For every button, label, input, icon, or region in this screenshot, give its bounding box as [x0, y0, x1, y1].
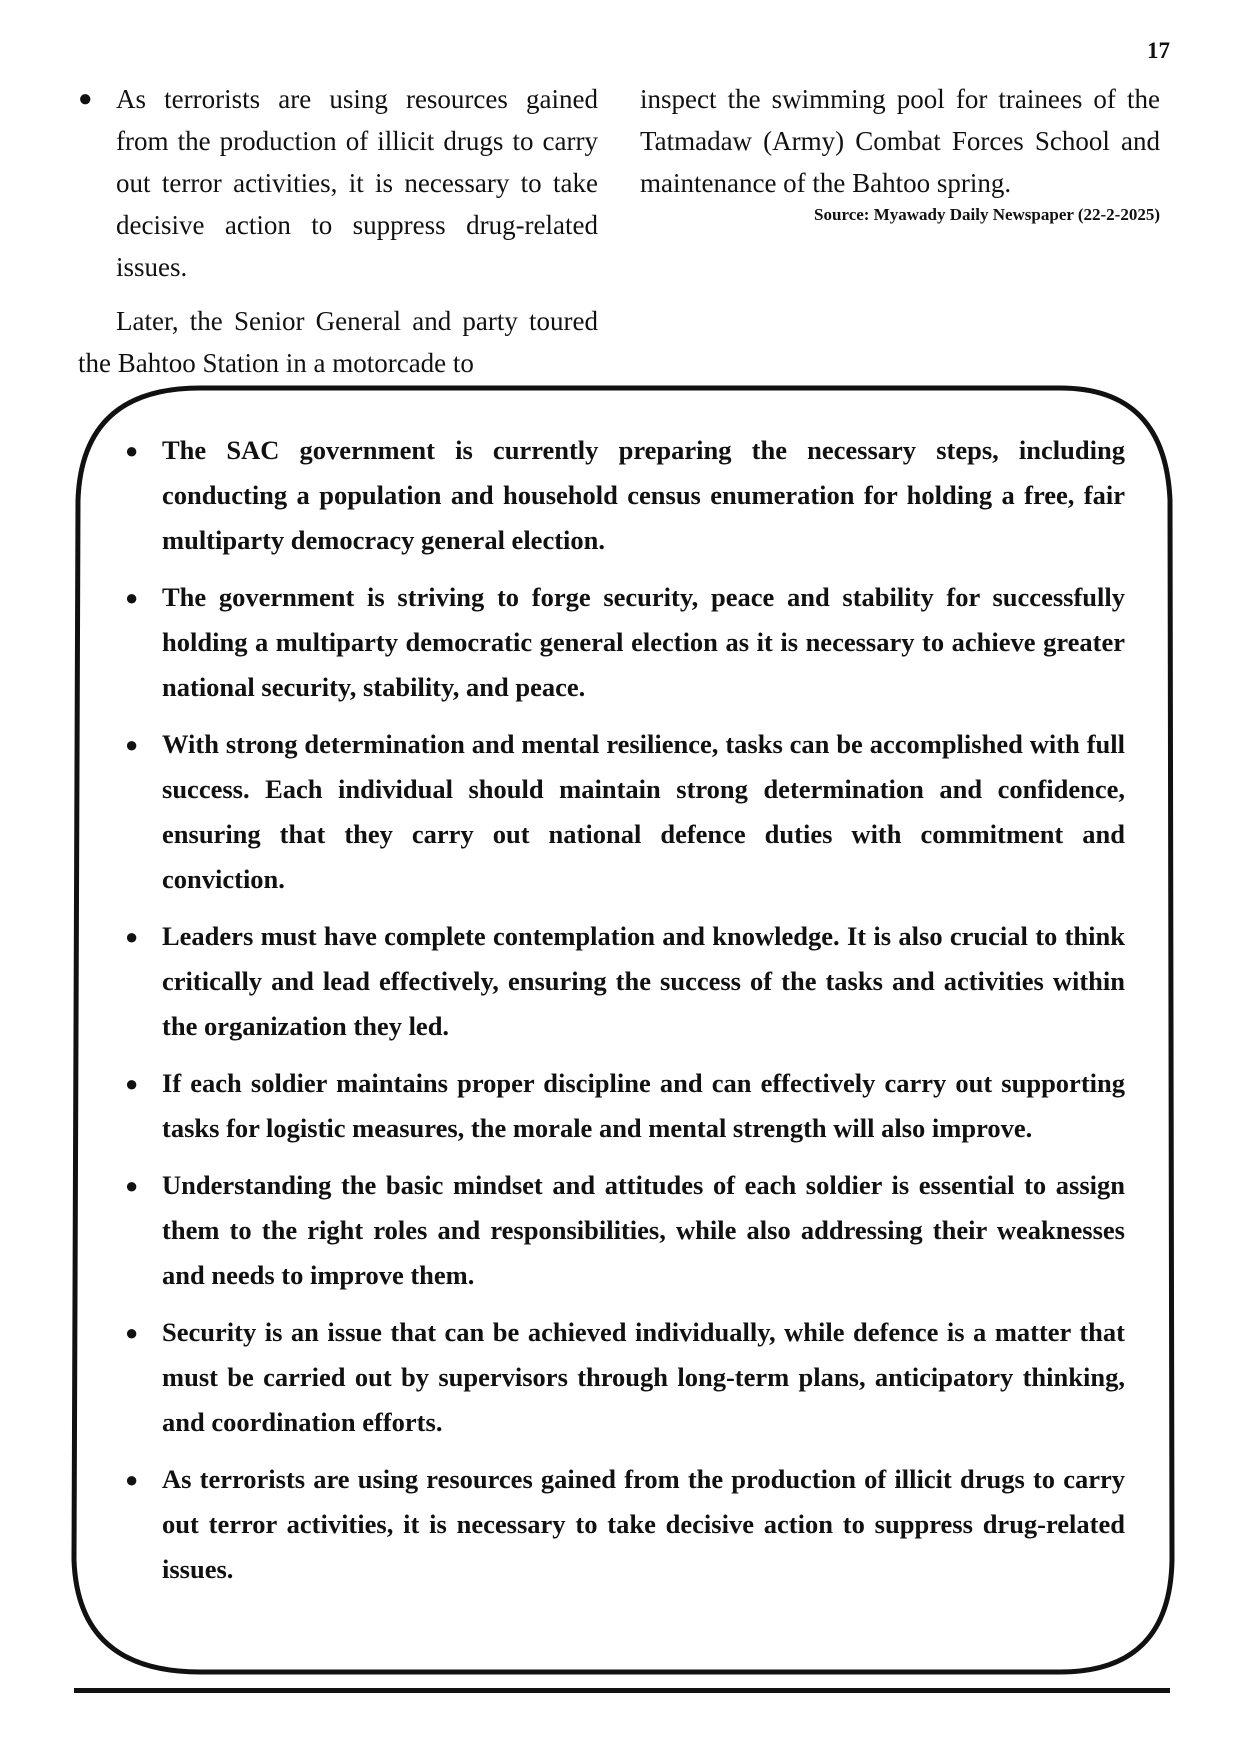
bullet-icon: ●: [125, 438, 139, 463]
left-bullet-text: As terrorists are using resources gained from the production of illicit drugs to carry out terror activities, it is necessary to take decisive action to suppress drug-related issues.: [116, 84, 598, 282]
key-point-text: The SAC government is currently preparing the necessary steps, including conducting a population and household census enumeration for holding a free, fair multiparty democracy general election.: [162, 435, 1125, 555]
bullet-icon: ●: [125, 924, 139, 949]
bullet-icon: ●: [125, 732, 139, 757]
key-point-text: The government is striving to forge security, peace and stability for successfully holding a multiparty democratic general election as it is necessary to achieve greater national security, stability, and peace.: [162, 582, 1125, 702]
left-paragraph: Later, the Senior General and party toured the Bahtoo Station in a motorcade to: [78, 306, 598, 378]
bullet-icon: ●: [125, 1071, 139, 1096]
key-point-item: [120, 1310, 1125, 1445]
page-number: 17: [1147, 38, 1170, 63]
key-point-item: [120, 575, 1125, 710]
key-point-text: Security is an issue that can be achieved individually, while defence is a matter that must be carried out by supervisors through long-term plans, anticipatory thinking, and coordination efforts.: [162, 1317, 1125, 1437]
bullet-icon: ●: [125, 1467, 139, 1492]
key-point-text: As terrorists are using resources gained from the production of illicit drugs to carry out terror activities, it is necessary to take decisive action to suppress drug-related issues.: [162, 1464, 1125, 1584]
key-point-item: [120, 722, 1125, 902]
right-paragraph: inspect the swimming pool for trainees of the Tatmadaw (Army) Combat Forces School and maintenance of the Bahtoo spring.: [640, 84, 1160, 198]
bullet-icon: ●: [78, 86, 93, 112]
key-point-item: [120, 428, 1125, 563]
key-points-list: [120, 428, 1125, 1604]
key-point-text: Understanding the basic mindset and attitudes of each soldier is essential to assign them to the right roles and responsibilities, while also addressing their weaknesses and needs to improve them.: [162, 1170, 1125, 1290]
bottom-rule: [74, 1688, 1170, 1693]
bullet-icon: ●: [125, 1320, 139, 1345]
key-point-item: [120, 1061, 1125, 1151]
key-point-text: Leaders must have complete contemplation and knowledge. It is also crucial to think critically and lead effectively, ensuring the success of the tasks and activities within the organization they led.: [162, 921, 1125, 1041]
key-point-text: With strong determination and mental resilience, tasks can be accomplished with full success. Each individual should maintain strong determination and confidence, ensuring that they carry out national defence duties with commitment and conviction.: [162, 729, 1125, 894]
source-citation: Source: Myawady Daily Newspaper (22-2-2025): [814, 205, 1160, 224]
bullet-icon: ●: [125, 585, 139, 610]
key-point-item: [120, 1457, 1125, 1592]
bullet-icon: ●: [125, 1173, 139, 1198]
key-point-text: If each soldier maintains proper discipline and can effectively carry out supporting tasks for logistic measures, the morale and mental strength will also improve.: [162, 1068, 1125, 1143]
key-point-item: [120, 1163, 1125, 1298]
key-point-item: [120, 914, 1125, 1049]
